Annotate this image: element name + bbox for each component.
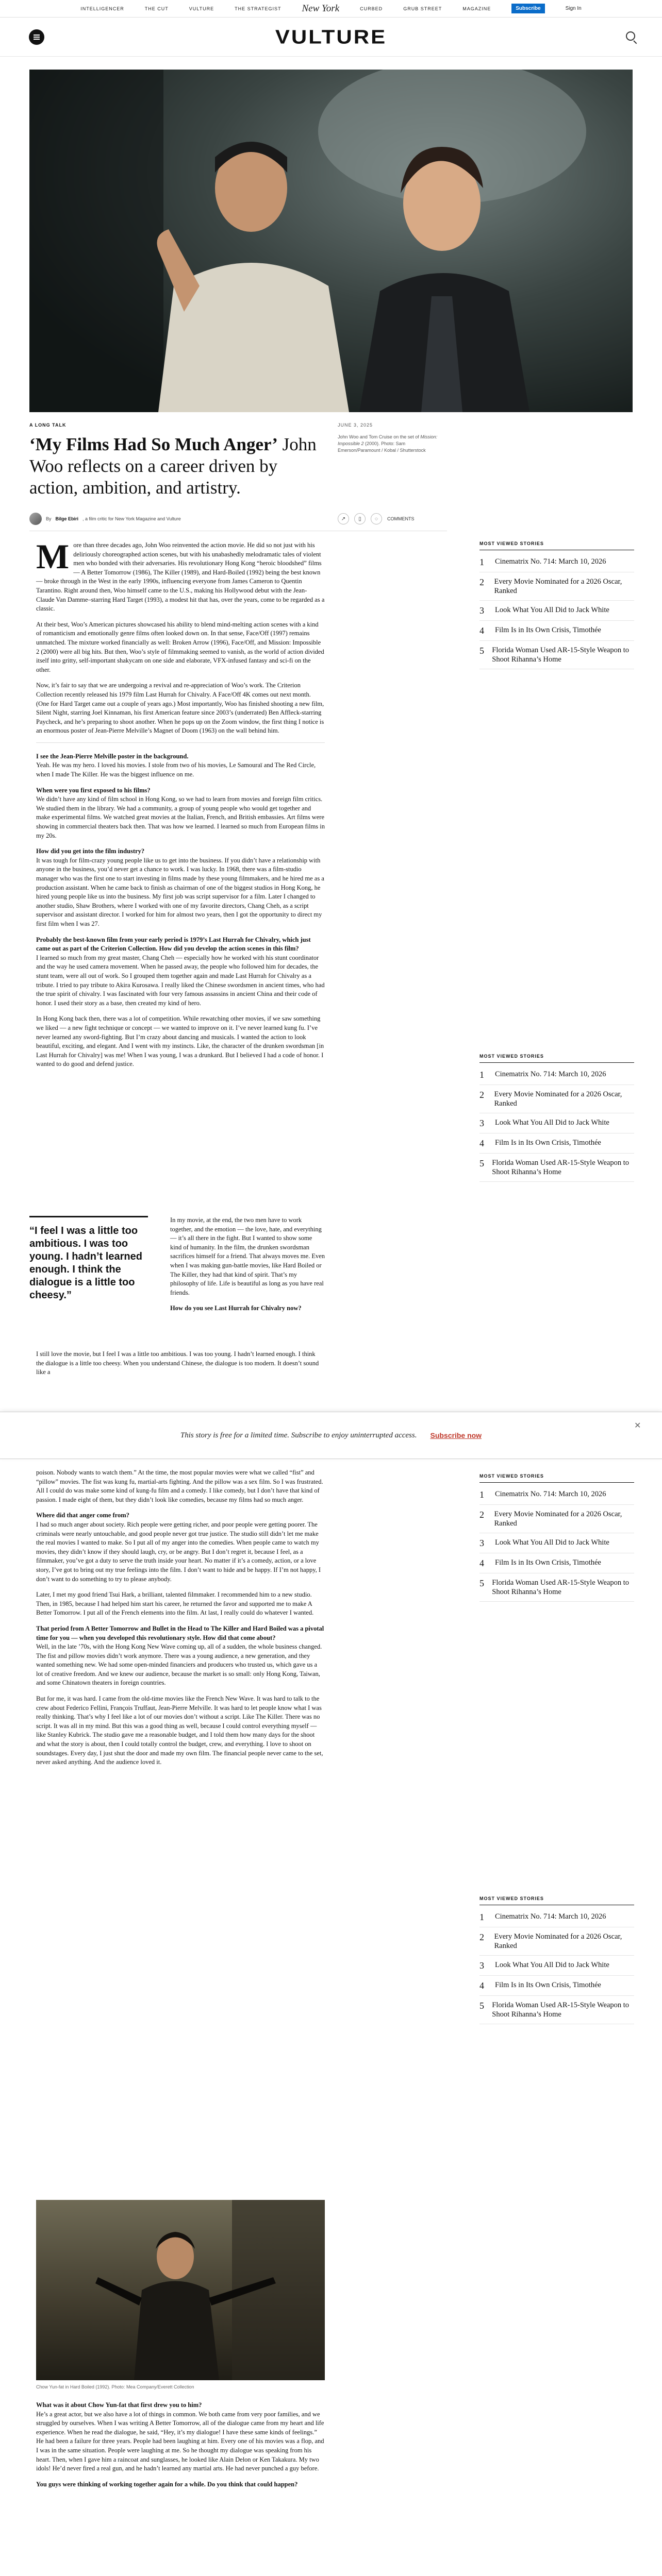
- subscribe-button[interactable]: Subscribe: [511, 4, 544, 13]
- article-body-part-3: [36, 2401, 325, 2489]
- rank-5: 5: [479, 1578, 484, 1588]
- rank-1: 1: [479, 1070, 484, 1080]
- drop-cap: M: [36, 537, 70, 576]
- hero-image: [29, 70, 633, 412]
- subscribe-now-link[interactable]: Subscribe now: [430, 1431, 482, 1439]
- question: That period from A Better Tomorrow and Bullet in the Head to The Killer and Hard Boiled was a pivotal time for you — when you developed this revolutionary style. How did that come about?: [36, 1624, 324, 1641]
- intro-text: ore than three decades ago, John Woo reinvented the action movie. He did so not just with his deliriously choreographed action scenes, but with his unabashedly melodramatic tales of violent men who bonded with their adversaries. His revolutionary Hong Kong “heroic bloodshed” films — A Better Tomorrow (1986), The Killer (1989), and Hard-Boiled (1992) being the best known — broke through in the West in the early 1990s, influencing everyone from James Cameron to Quentin Tarantino. Right around then, Woo himself came to the U.S., making his Hollywood debut with the Jean-Claude Van Damme–starring Hard Target (1993), a modest hit that has, over the years, come to be regarded as a classic.: [36, 541, 325, 613]
- answer: We didn’t have any kind of film school in Hong Kong, so we had to learn from movies and foreign film critics. We studied them in the library. We had a community, a group of young people who would get together and make experimental films. We watched great movies at the Italian, French, and British embassies. Art films were showing in commercial theaters back then. That was how we learned. I learned so much from European films in my 20s.: [36, 795, 325, 839]
- sidebar-heading: MOST VIEWED STORIES: [479, 1054, 634, 1063]
- story-title[interactable]: Cinematrix No. 714: March 10, 2026: [495, 1912, 606, 1921]
- story-title[interactable]: Film Is in Its Own Crisis, Timothée: [495, 1558, 601, 1567]
- most-viewed-sidebar-2: [479, 1054, 634, 1182]
- story-title[interactable]: Every Movie Nominated for a 2026 Oscar, Ranked: [494, 578, 622, 595]
- most-viewed-item[interactable]: [479, 1573, 634, 1602]
- article-body-part-2: [36, 1468, 325, 1774]
- story-title[interactable]: Film Is in Its Own Crisis, Timothée: [495, 626, 601, 634]
- story-title[interactable]: Look What You All Did to Jack White: [495, 1118, 609, 1127]
- rank-3: 3: [479, 1960, 484, 1971]
- most-viewed-item[interactable]: [479, 1154, 634, 1182]
- paragraph: Later, I met my good friend Tsui Hark, a brilliant, talented filmmaker. I recommended him to a new studio. Then, in 1985, because I had helped him start his career, he returned the favor and supported me to make A Better Tomorrow. I put all of the French elements into the film. At last, I really could do whatever I wanted.: [36, 1591, 314, 1617]
- story-title[interactable]: Florida Woman Used AR-15-Style Weapon to Shoot Rihanna’s Home: [492, 646, 630, 664]
- rank-2: 2: [479, 1090, 484, 1100]
- answer: I had so much anger about society. Rich people were getting richer, and poor people were getting poorer. The criminals were nearly untouchable, and good people never got true justice. The studio still didn’t let me make the real movies I wanted to make. So I put all of my anger into the comedies. When people came to watch my movies, they didn’t know if they should laugh, cry, or be angry. But I don’t regret it, because I feel, as a filmmaker, you’ve got a duty to serve the truth inside your heart. No matter if it’s a comedy, action, or a love story, I’ve got to bring out my true feelings into the film. I don’t want to hide and be happy. If I’m not happy, I don’t want to do something to try to please anybody.: [36, 1520, 321, 1583]
- story-title[interactable]: Cinematrix No. 714: March 10, 2026: [495, 1070, 606, 1078]
- question: Where did that anger come from?: [36, 1512, 129, 1519]
- question: How do you see Last Hurrah for Chivalry now?: [170, 1304, 302, 1312]
- nav-link-the-cut[interactable]: THE CUT: [144, 6, 169, 11]
- headline: [29, 434, 326, 499]
- most-viewed-item[interactable]: [479, 601, 634, 621]
- article-body-continued: [36, 1350, 325, 1384]
- paragraph: In my movie, at the end, the two men have to work together, and the emotion — the love, hate, and everything — it’s all there in the fight. But I wanted to show some kind of humanity. In the film, the drunken swordsman sacrifices himself for a friend. That always moves me. Even when I was making gun-battle movies, like Hard Boiled or The Killer, they had that kind of spirit. That’s my philosophy of life. Life is beautiful as long as you have real friends.: [170, 1216, 325, 1296]
- answer: Yeah. He was my hero. I loved his movies. I stole from two of his movies, Le Samouraï and The Red Circle, when I made The Killer. He was the biggest influence on me.: [36, 761, 316, 778]
- share-icon[interactable]: ↗: [338, 513, 349, 524]
- new-york-logo[interactable]: New York: [302, 3, 340, 14]
- caption-year: (2000).: [363, 441, 382, 446]
- most-viewed-item[interactable]: [479, 1485, 634, 1505]
- comments-link[interactable]: COMMENTS: [387, 516, 415, 521]
- most-viewed-sidebar-1: [479, 541, 634, 669]
- story-title[interactable]: Look What You All Did to Jack White: [495, 1961, 609, 1969]
- headline-dek: John Woo reflects on a career driven by action, ambition, and artistry.: [29, 434, 317, 498]
- question: You guys were thinking of working together again for a while. Do you think that could happen?: [36, 2480, 298, 2488]
- rank-3: 3: [479, 1118, 484, 1128]
- paragraph: Now, it’s fair to say that we are undergoing a revival and re-appreciation of Woo’s work. The Criterion Collection recently released his 1979 film Last Hurrah for Chivalry. A Face/Off 4K comes out next month. (One for Hard Target came out a couple of years ago.) Most importantly, Woo has finished shooting a new film, Silent Night, starring Joel Kinnaman, his first American feature since 2003’s (underrated) Ben Affleck-starring Paycheck, and he’s preparing to shoot another. When he pops up on the Zoom window, the first thing I notice is an enormous poster of Jean-Pierre Melville’s Magnet of Doom (1963) on the wall behind him.: [36, 682, 324, 735]
- banner-message: This story is free for a limited time. Subscribe to enjoy uninterrupted access.: [180, 1431, 417, 1439]
- most-viewed-item[interactable]: [479, 1976, 634, 1996]
- nav-link-magazine[interactable]: MAGAZINE: [462, 6, 491, 11]
- vulture-logo[interactable]: VULTURE: [275, 26, 387, 48]
- story-title[interactable]: Film Is in Its Own Crisis, Timothée: [495, 1139, 601, 1147]
- rank-4: 4: [479, 625, 484, 636]
- rank-1: 1: [479, 1489, 484, 1500]
- author-avatar[interactable]: [29, 513, 42, 525]
- nav-link-strategist[interactable]: THE STRATEGIST: [235, 6, 282, 11]
- bookmark-icon[interactable]: ▯: [354, 513, 366, 524]
- question: What was it about Chow Yun-fat that first drew you to him?: [36, 2401, 202, 2409]
- pull-quote: “I feel I was a little too ambitious. I was too young. I hadn’t learned enough. I think the dialogue is a little too cheesy.”: [29, 1216, 148, 1302]
- paragraph: At their best, Woo’s American pictures showcased his ability to blend mind-melting action scenes with a kind of romanticism and emotionally genre films often looked down on. In that sense, Face/Off (1997) remains unmatched. The mixture worked financially as well: Broken Arrow (1996), Face/Off, and Mission: Impossible 2 (2000) were all big hits. But then, Woo’s style of filmmaking seemed to vanish, as the world of action divided itself into gritty, self-important shakycam on one side and elaborate, VFX-infused fantasy and sci-fi on the other.: [36, 620, 324, 673]
- sidebar-heading: MOST VIEWED STORIES: [479, 1896, 634, 1905]
- most-viewed-item[interactable]: [479, 1113, 634, 1133]
- answer: Well, in the late ’70s, with the Hong Kong New Wave coming up, all of a sudden, the whole business changed. The fist and pillow movies didn’t work anymore. There was a young audience, a new generation, and they wanted something new. We had some open-minded financiers and producers who trusted us, which gave us a lot of creative freedom. And we knew our audience, because the market is so small: only Hong Kong, Taiwan, and some Chinatown theaters in foreign countries.: [36, 1643, 322, 1687]
- close-icon[interactable]: ✕: [634, 1421, 641, 1430]
- inline-image-caption: Chow Yun-fat in Hard Boiled (1992). Photo: Mea Company/Everett Collection: [36, 2384, 194, 2389]
- share-tools: [338, 511, 415, 527]
- story-title[interactable]: Every Movie Nominated for a 2026 Oscar, Ranked: [494, 1933, 622, 1950]
- story-title[interactable]: Cinematrix No. 714: March 10, 2026: [495, 1490, 606, 1498]
- paragraph: But for me, it was hard. I came from the old-time movies like the French New Wave. It was hard to talk to the crew about Federico Fellini, François Truffaut, Jean-Pierre Melville. It was hard to let people know what I was really thinking. That’s why I feel like a lot of our movies don’t without a script. Like The Killer. There was no script. It was all in my mind. But this was a good thing as well, because I could control everything myself — like Stanley Kubrick. The studio gave me a reasonable budget, and I told them how many days for the shoot and what the story is about, then I could totally control the budget, crew, and everything. I love to shoot on soundstages. Every day, I just shut the door and made my own film. The financial people never came to the set, never asked anything. And the audience loved it.: [36, 1695, 323, 1766]
- rank-4: 4: [479, 1558, 484, 1568]
- rank-2: 2: [479, 1932, 484, 1942]
- search-icon[interactable]: [626, 31, 635, 41]
- most-viewed-item[interactable]: [479, 1996, 634, 2024]
- inline-image: [36, 2200, 325, 2380]
- most-viewed-item[interactable]: [479, 1907, 634, 1927]
- question: When were you first exposed to his films?: [36, 786, 151, 794]
- answer: I learned so much from my great master, Chang Cheh — especially how he worked with his stunt coordinator and the way he used camera movement. When he passed away, the people who followed him for decades, the stunt team, were all out of work. So I grouped them together again and made Last Hurrah for Chivalry as a tribute. I tried to pay tribute to Akira Kurosawa. I really liked the Chinese swordsmen in ancient times, who had the true spirit of chivalry. I was fascinated with four very famous assassins in ancient China and their code of honor. I used their story as a base, then created my kind of hero.: [36, 954, 325, 1007]
- article-rubric: A LONG TALK: [29, 422, 67, 428]
- answer: poison. Nobody wants to watch them.” At the time, the most popular movies were what we called “fist” and “pillow” movies. The fist was kung fu, martial-arts fighting. And the pillow was a sex film. So I was frustrated. All I could do was make some kind of kung-fu film and a comedy. I like comedy, but I don’t have that kind of passion. I made eight of them, but they didn’t look like comedies, because my films had so much anger.: [36, 1469, 323, 1503]
- caption-credit: Photo: Sam Emerson/Paramount / Kobal / Shutterstock: [338, 441, 426, 453]
- intro-paragraph: [36, 537, 325, 614]
- paragraph: In Hong Kong back then, there was a lot of competition. While rewatching other movies, if we saw something we liked — a new fight technique or concept — we wanted to improve on it. I’ve never learned kung fu. I’ve never learned any sword-fighting. But I’m crazy about dancing and musicals. I wanted the action to look beautiful, exciting, and elegant. And I went with my instincts. Like, the character of the drunken swordsman [in Last Hurrah for Chivalry] was me! When I was young, I was a drunkard. But I believed I had a code of honor. I wanted to do good and defend justice.: [36, 1015, 324, 1068]
- most-viewed-item[interactable]: [479, 641, 634, 669]
- article-body: [36, 537, 325, 1076]
- rank-4: 4: [479, 1138, 484, 1148]
- rank-3: 3: [479, 1538, 484, 1548]
- rank-1: 1: [479, 557, 484, 567]
- most-viewed-sidebar-4: [479, 1896, 634, 2024]
- question: Probably the best-known film from your early period is 1979’s Last Hurrah for Chivalry, which just came out as part of the Criterion Collection. How did you develop the action scenes in this film?: [36, 936, 311, 953]
- sign-in-link[interactable]: Sign In: [565, 6, 582, 11]
- story-title[interactable]: Florida Woman Used AR-15-Style Weapon to Shoot Rihanna’s Home: [492, 1579, 630, 1596]
- story-title[interactable]: Florida Woman Used AR-15-Style Weapon to Shoot Rihanna’s Home: [492, 1159, 630, 1176]
- rank-5: 5: [479, 646, 484, 656]
- most-viewed-item[interactable]: [479, 1065, 634, 1085]
- rank-2: 2: [479, 577, 484, 587]
- network-bar: [0, 0, 662, 18]
- question: I see the Jean-Pierre Melville poster in the background.: [36, 752, 189, 760]
- answer: I still love the movie, but I feel I was a little too ambitious. I was too young. I hadn’t learned enough. I think the dialogue is a little too cheesy. When you understand Chinese, the dialogue is too modern. It doesn’t sound like a: [36, 1350, 319, 1376]
- story-title[interactable]: Film Is in Its Own Crisis, Timothée: [495, 1981, 601, 1989]
- most-viewed-item[interactable]: [479, 1553, 634, 1573]
- publish-date: JUNE 3, 2025: [338, 422, 373, 428]
- story-title[interactable]: Every Movie Nominated for a 2026 Oscar, Ranked: [494, 1090, 622, 1108]
- story-title[interactable]: Florida Woman Used AR-15-Style Weapon to Shoot Rihanna’s Home: [492, 2001, 630, 2019]
- nav-link-vulture[interactable]: VULTURE: [189, 6, 214, 11]
- rank-2: 2: [479, 1510, 484, 1520]
- author-name[interactable]: Bilge Ebiri: [55, 516, 79, 521]
- nav-link-grub-street[interactable]: GRUB STREET: [403, 6, 442, 11]
- story-title[interactable]: Every Movie Nominated for a 2026 Oscar, Ranked: [494, 1510, 622, 1528]
- most-viewed-sidebar-3: [479, 1473, 634, 1602]
- sidebar-heading: MOST VIEWED STORIES: [479, 1473, 634, 1483]
- story-title[interactable]: Cinematrix No. 714: March 10, 2026: [495, 557, 606, 566]
- most-viewed-item[interactable]: [479, 1505, 634, 1533]
- section-divider: [36, 742, 325, 743]
- headline-quote: ‘My Films Had So Much Anger’: [29, 434, 278, 454]
- comment-icon[interactable]: ◌: [371, 513, 382, 524]
- caption-text: John Woo and Tom Cruise on the set of: [338, 434, 421, 439]
- most-viewed-item[interactable]: [479, 1085, 634, 1113]
- byline-prefix: By: [46, 516, 52, 521]
- story-title[interactable]: Look What You All Did to Jack White: [495, 1538, 609, 1547]
- nav-link-curbed[interactable]: CURBED: [360, 6, 383, 11]
- hero-caption: [338, 434, 446, 454]
- rank-5: 5: [479, 1158, 484, 1168]
- byline: [29, 511, 326, 527]
- answer: It was tough for film-crazy young people like us to get into the business. If you didn’t have a relationship with anyone in the business, you’d never get a chance to work. I was lucky. In 1968, there was a film-studio manager who was the first one to start investing in films made by these young filmmakers, and he hired me as a production assistant. When he came back to finish as chairman of one of the biggest studios in Hong Kong, he hired young people like us into the business. My first job was script supervisor for a film. Later I changed to another studio, Shaw Brothers, where I worked with one of my favorite directors, Chang Cheh, as a script supervisor and assistant director. I worked for him for almost two years, then I got the opportunity to direct my first film when I was 27.: [36, 856, 324, 927]
- most-viewed-item[interactable]: [479, 572, 634, 601]
- rank-4: 4: [479, 1980, 484, 1991]
- nav-link-intelligencer[interactable]: INTELLIGENCER: [80, 6, 124, 11]
- most-viewed-item[interactable]: [479, 1533, 634, 1553]
- caption-title: Mission: Impossible 2: [338, 434, 438, 446]
- rank-3: 3: [479, 605, 484, 616]
- article-body-narrow: [170, 1216, 325, 1313]
- most-viewed-item[interactable]: [479, 552, 634, 572]
- most-viewed-item[interactable]: [479, 621, 634, 641]
- rank-5: 5: [479, 2001, 484, 2011]
- most-viewed-item[interactable]: [479, 1927, 634, 1956]
- rank-1: 1: [479, 1912, 484, 1922]
- sidebar-heading: MOST VIEWED STORIES: [479, 541, 634, 550]
- author-role: , a film critic for New York Magazine and Vulture: [82, 516, 181, 521]
- answer: He’s a great actor, but we also have a lot of things in common. We both came from very poor families, and we struggled by ourselves. When I was writing A Better Tomorrow, all of the dialogue came from my heart and life experience. When he read the dialogue, he said, “Hey, it’s my dialogue! I have these same kinds of feelings.” He had been a failure for three years. People had been laughing at him. Every one of his movies was a flop, and I was in the same situation. People were laughing at me. So he thought my dialogue was speaking from his heart. Then, when I gave him a raincoat and sunglasses, he looked like Alain Delon or Ken Takakura. My two idols! He’d never fired a real gun, and he hadn’t learned any martial arts. He had never punched a guy before.: [36, 2410, 324, 2472]
- site-header: [0, 18, 662, 57]
- most-viewed-item[interactable]: [479, 1133, 634, 1154]
- paywall-banner: [0, 1412, 662, 1459]
- question: How did you get into the film industry?: [36, 848, 145, 855]
- story-title[interactable]: Look What You All Did to Jack White: [495, 606, 609, 614]
- most-viewed-item[interactable]: [479, 1956, 634, 1976]
